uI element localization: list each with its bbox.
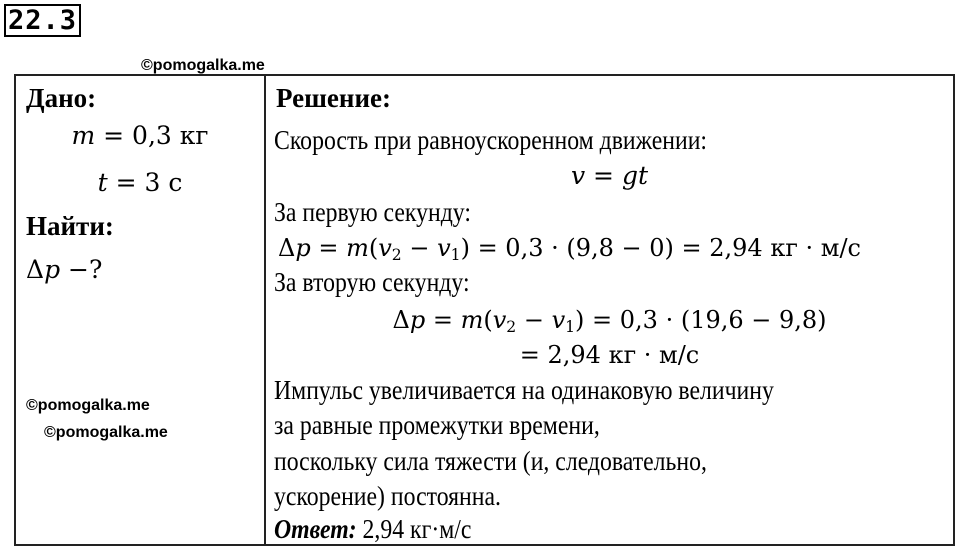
solution-line-6: поскольку сила тяжести (и, следовательно,: [274, 446, 707, 476]
formula-second-result: = 2,94 кг · м/с: [519, 341, 700, 369]
formula-velocity: v = gt: [570, 161, 649, 190]
watermark-left-1: ©pomogalka.me: [26, 397, 150, 414]
solution-line-2: За первую секунду:: [274, 197, 471, 227]
solution-table: [14, 74, 955, 546]
problem-number: 22.3: [4, 4, 81, 37]
answer-value: 2,94 кг·м/с: [356, 514, 472, 544]
solution-line-7: ускорение) постоянна.: [274, 481, 501, 511]
solution-line-1: Скорость при равноускоренном движении:: [274, 125, 708, 155]
given-time: t = 3 с: [97, 168, 183, 197]
find-quantity: Δp −?: [26, 255, 103, 284]
given-title: Дано:: [26, 83, 97, 113]
answer-line: [274, 513, 471, 545]
solution-column: [266, 76, 953, 544]
given-column: [16, 76, 264, 544]
solution-line-3: За вторую секунду:: [274, 267, 470, 297]
formula-first-second: $\Delta p = m(v_2 - v_1) = 0,3 \cdot (9,8 - 0) = 2,94$ кг · м/с: [278, 234, 861, 264]
answer-label: Ответ:: [274, 514, 357, 544]
given-mass: m = 0,3 кг: [71, 121, 209, 150]
find-title: Найти:: [26, 211, 114, 241]
watermark-top: ©pomogalka.me: [141, 57, 265, 74]
watermark-left-2: ©pomogalka.me: [44, 424, 168, 441]
solution-line-4: Импульс увеличивается на одинаковую величину: [274, 375, 774, 405]
solution-line-5: за равные промежутки времени,: [274, 410, 600, 440]
solution-title: Решение:: [276, 83, 391, 113]
formula-second-second: $\Delta p = m(v_2 - v_1) = 0,3 \cdot (19,6 - 9,8)$: [392, 306, 827, 336]
